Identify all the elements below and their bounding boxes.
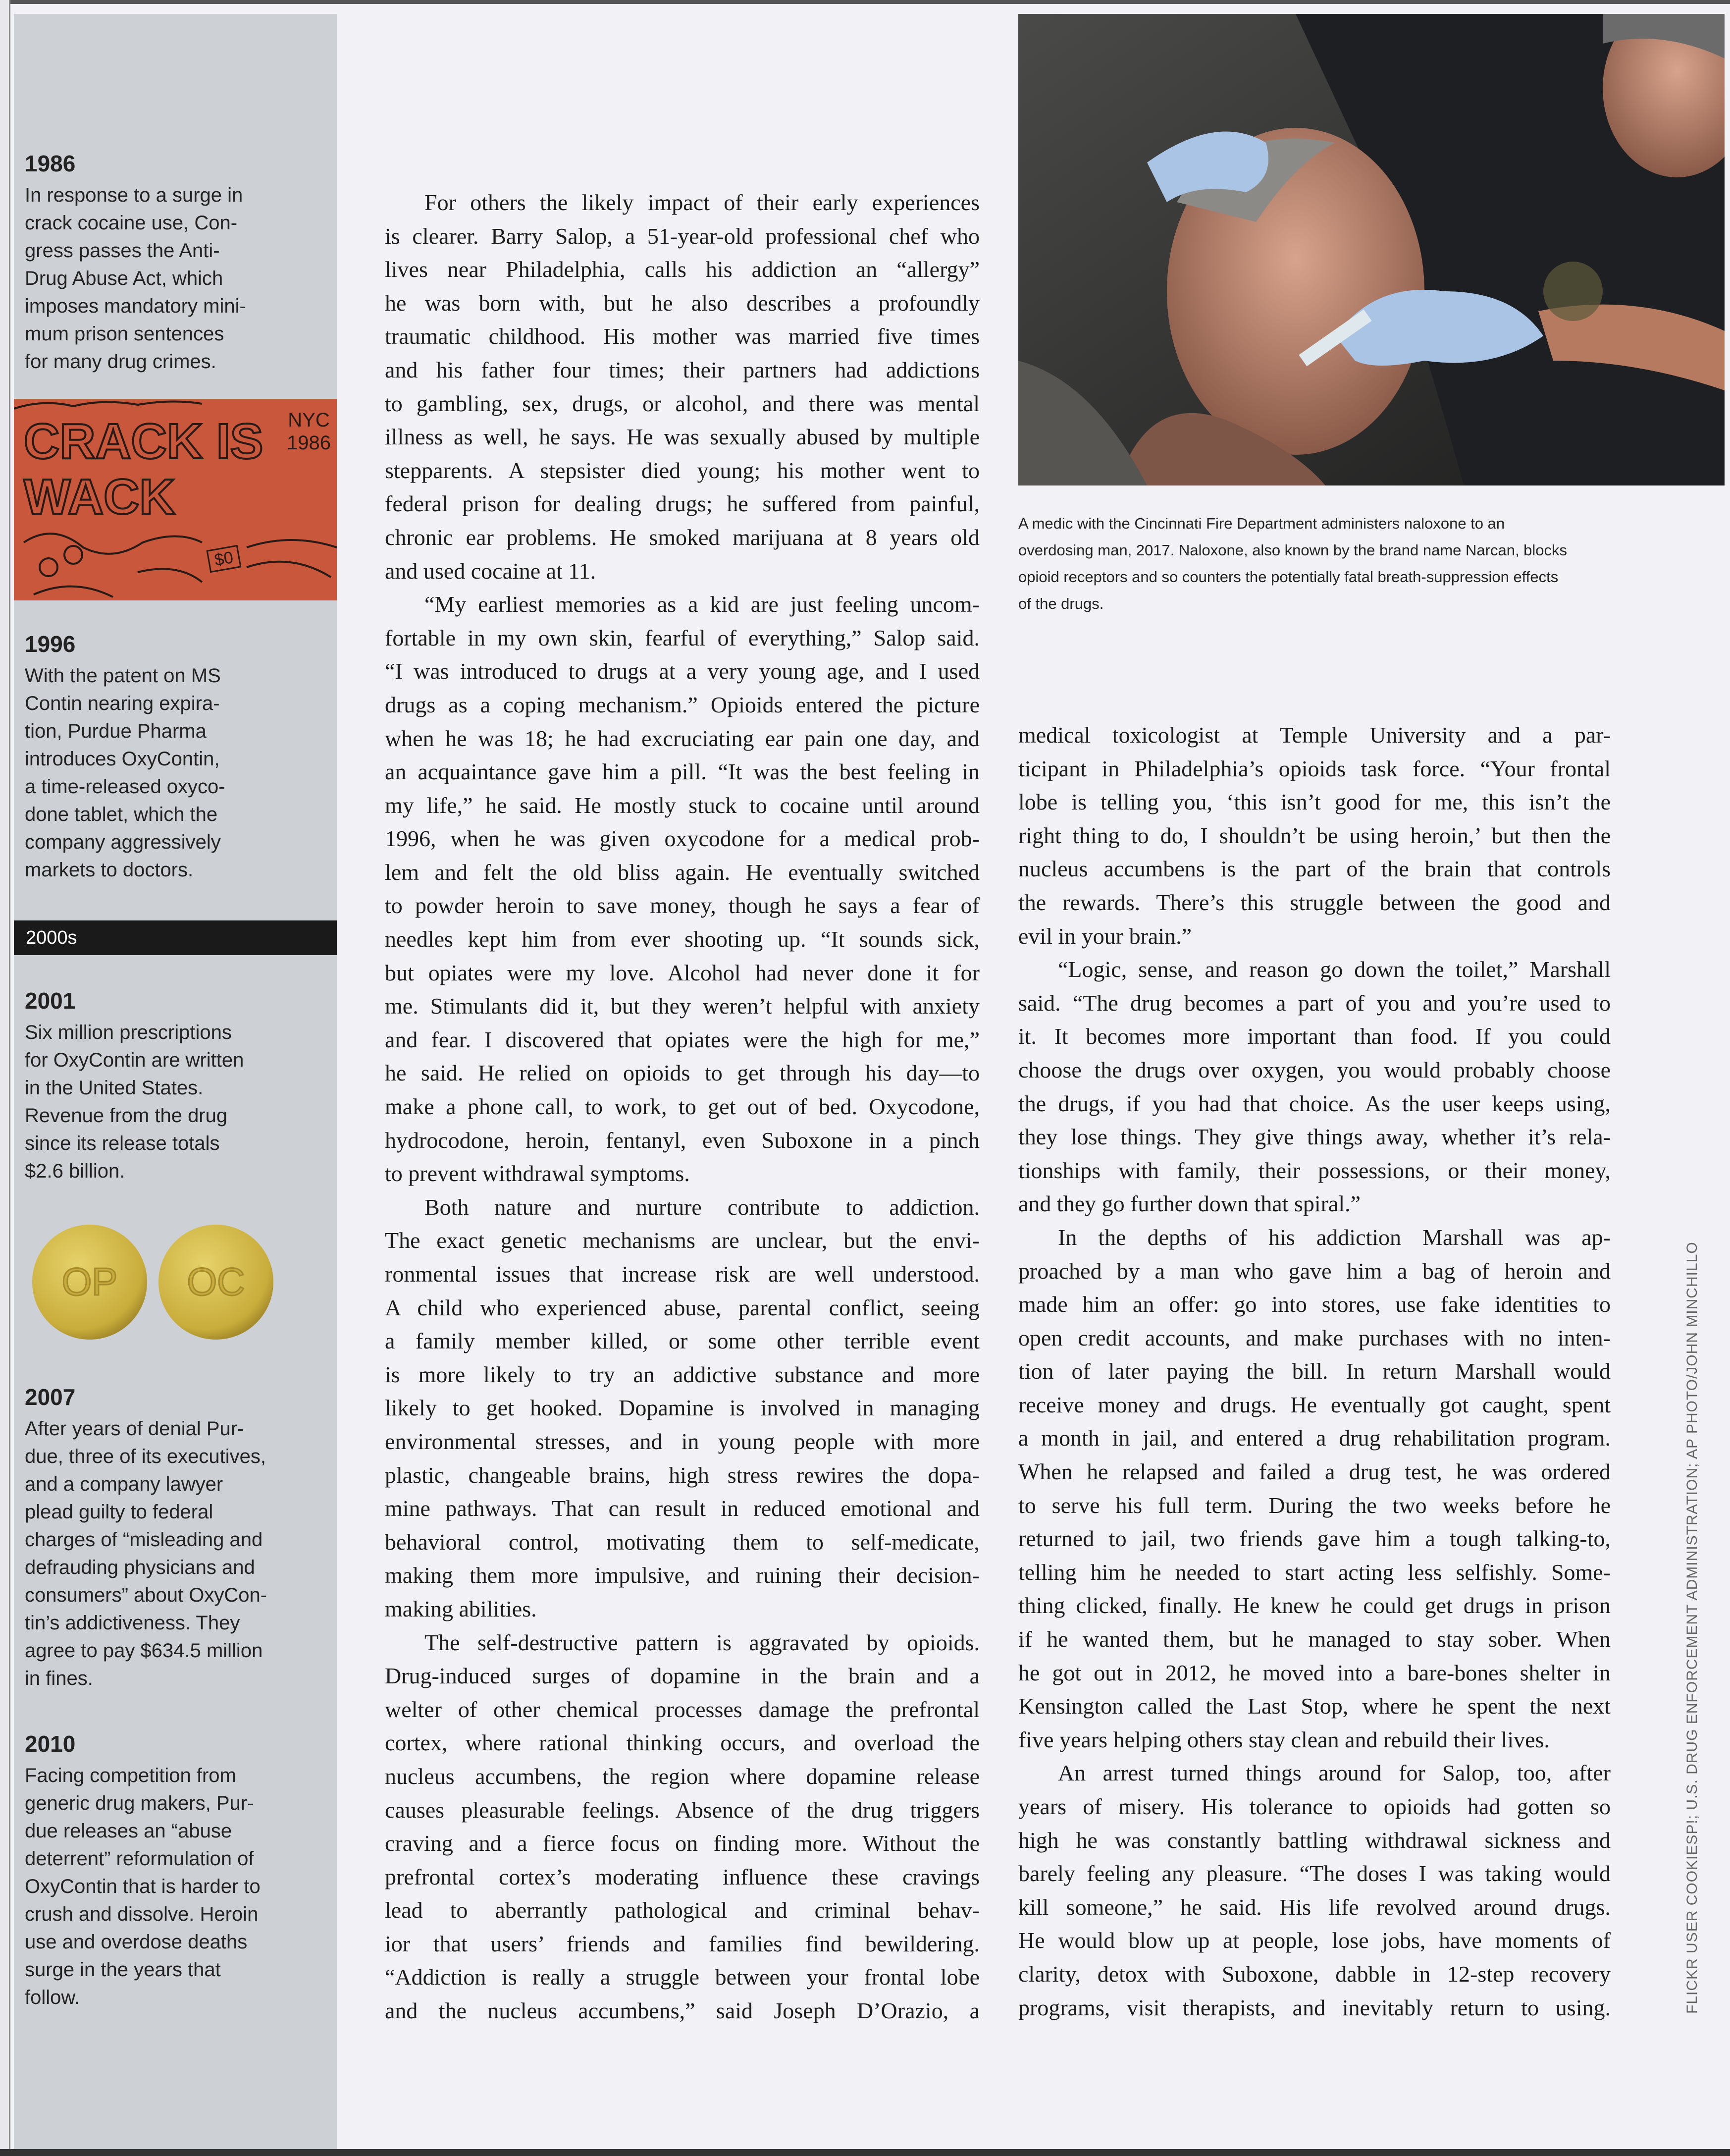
text-line: and they go further down that spiral.” bbox=[1018, 1191, 1361, 1217]
text-line: barely feeling any pleasure. “The doses I was taking would bbox=[1018, 1861, 1611, 1886]
text-line: nucleus accumbens is the part of the brain that controls bbox=[1018, 856, 1611, 882]
timeline-text-line: imposes mandatory mini- bbox=[25, 295, 246, 317]
text-line: to prevent withdrawal symptoms. bbox=[385, 1161, 690, 1186]
poster-corner-text: NYC 1986 bbox=[287, 409, 331, 454]
timeline-text-line: since its release totals bbox=[25, 1132, 220, 1154]
text-line: if he wanted them, but he managed to stay sober. When bbox=[1018, 1626, 1611, 1652]
timeline-text-line: With the patent on MS bbox=[25, 665, 221, 687]
timeline-text-line: OxyContin that is harder to bbox=[25, 1876, 261, 1897]
text-line: telling him he needed to start acting less selfishly. Some- bbox=[1018, 1559, 1611, 1585]
timeline-text-line: introduces OxyContin, bbox=[25, 748, 220, 770]
text-line: nucleus accumbens, the region where dopamine release bbox=[385, 1763, 980, 1789]
text-line: thing clicked, finally. He knew he could get drugs in prison bbox=[1018, 1593, 1611, 1618]
timeline-text-line: Six million prescriptions bbox=[25, 1022, 232, 1043]
text-line: behavioral control, motivating them to self-medicate, bbox=[385, 1529, 980, 1555]
text-line: they lose things. They give things away, whether it’s rela- bbox=[1018, 1124, 1611, 1150]
text-line: ior that users’ friends and families find bewildering. bbox=[385, 1931, 980, 1956]
timeline-text-line: for many drug crimes. bbox=[25, 351, 216, 373]
text-line: craving and a fierce focus on finding more. Without the bbox=[385, 1831, 980, 1856]
timeline-text-line: $2.6 billion. bbox=[25, 1160, 125, 1182]
text-line: lives near Philadelphia, calls his addiction an “allergy” bbox=[385, 257, 980, 282]
text-line: but opiates were my love. Alcohol had never done it for bbox=[385, 960, 980, 985]
text-line: environmental stresses, and in young people with more bbox=[385, 1428, 980, 1454]
caption-line: A medic with the Cincinnati Fire Department administers naloxone to an bbox=[1018, 515, 1505, 532]
text-line: make a phone call, to work, to get out of bed. Oxycodone, bbox=[385, 1094, 980, 1120]
text-line: is more likely to try an addictive substance and more bbox=[385, 1361, 980, 1387]
text-line: kill someone,” he said. His life revolved around drugs. bbox=[1018, 1894, 1611, 1920]
text-line: he was born with, but he also describes a profoundly bbox=[385, 290, 980, 316]
text-line: me. Stimulants did it, but they weren’t helpful with anxiety bbox=[385, 993, 980, 1019]
timeline-text-line: tin’s addictiveness. They bbox=[25, 1612, 240, 1634]
text-line: An arrest turned things around for Salop, too, after bbox=[1058, 1760, 1611, 1786]
timeline-text-line: agree to pay $634.5 million bbox=[25, 1640, 263, 1662]
text-line: the rewards. There’s this struggle between the good and bbox=[1018, 889, 1611, 915]
text-line: lobe is telling you, ‘this isn’t good for me, this isn’t the bbox=[1018, 789, 1611, 815]
timeline-text-line: Revenue from the drug bbox=[25, 1105, 228, 1127]
text-line: “My earliest memories as a kid are just feeling uncom- bbox=[424, 592, 980, 617]
text-line: lem and felt the old bliss again. He eventually switched bbox=[385, 859, 980, 885]
timeline-text-line: Facing competition from bbox=[25, 1765, 236, 1786]
text-line: In the depths of his addiction Marshall was ap- bbox=[1058, 1224, 1611, 1250]
timeline-year: 2007 bbox=[25, 1384, 76, 1410]
text-line: illness as well, he says. He was sexually abused by multiple bbox=[385, 424, 980, 450]
timeline-year: 1986 bbox=[25, 151, 76, 176]
oxycontin-pills-image bbox=[30, 1222, 278, 1343]
page-binding-edge bbox=[0, 0, 10, 2156]
text-line: traumatic childhood. His mother was married five times bbox=[385, 323, 980, 349]
timeline-entry-2010 bbox=[25, 1729, 322, 2011]
timeline-text-line: done tablet, which the bbox=[25, 804, 218, 825]
article-paragraph bbox=[385, 1626, 980, 2028]
article-paragraph bbox=[385, 1190, 980, 1626]
text-line: making abilities. bbox=[385, 1596, 537, 1621]
text-line: prefrontal cortex’s moderating influence these cravings bbox=[385, 1864, 980, 1889]
text-line: to serve his full term. During the two weeks before he bbox=[1018, 1492, 1611, 1518]
text-line: Both nature and nurture contribute to addiction. bbox=[424, 1194, 980, 1220]
text-line: is clearer. Barry Salop, a 51-year-old professional chef who bbox=[385, 223, 980, 249]
timeline-year: 2010 bbox=[25, 1731, 76, 1757]
text-line: choose the drugs over oxygen, you would probably choose bbox=[1018, 1057, 1611, 1082]
text-line: fortable in my own skin, fearful of everything,” Salop said. bbox=[385, 625, 980, 650]
text-line: it. It becomes more important than food. If you could bbox=[1018, 1024, 1611, 1049]
timeline-text-line: a time-released oxyco- bbox=[25, 776, 225, 798]
caption-line: opioid receptors and so counters the potentially fatal breath-suppression effects bbox=[1018, 568, 1559, 586]
article-column-left bbox=[385, 186, 980, 2028]
article-paragraph bbox=[1018, 718, 1611, 953]
text-line: welter of other chemical processes damage the prefrontal bbox=[385, 1696, 980, 1722]
timeline-text-line: Contin nearing expira- bbox=[25, 693, 220, 714]
article-paragraph bbox=[1018, 1756, 1611, 2024]
caption-line: overdosing man, 2017. Naloxone, also known by the brand name Narcan, blocks bbox=[1018, 541, 1568, 559]
text-line: For others the likely impact of their early experiences bbox=[424, 190, 980, 215]
text-line: he said. He relied on opioids to get through his day—to bbox=[385, 1060, 980, 1086]
text-line: The self-destructive pattern is aggravated by opioids. bbox=[424, 1629, 980, 1655]
text-line: and the nucleus accumbens,” said Joseph D’Orazio, a bbox=[385, 1998, 980, 2024]
text-line: ticipant in Philadelphia’s opioids task force. “Your frontal bbox=[1018, 755, 1611, 781]
text-line: receive money and drugs. He eventually got caught, spent bbox=[1018, 1392, 1611, 1417]
timeline-text-line: in the United States. bbox=[25, 1077, 204, 1099]
text-line: five years helping others stay clean and rebuild their lives. bbox=[1018, 1726, 1550, 1752]
text-line: and used cocaine at 11. bbox=[385, 558, 596, 584]
timeline-text-line: generic drug makers, Pur- bbox=[25, 1792, 254, 1814]
timeline-text-line: tion, Purdue Pharma bbox=[25, 720, 207, 742]
article-paragraph bbox=[1018, 1221, 1611, 1757]
text-line: high he was constantly battling withdrawal sickness and bbox=[1018, 1827, 1611, 1853]
text-line: chronic ear problems. He smoked marijuana at 8 years old bbox=[385, 524, 980, 550]
timeline-text-line: deterrent” reformulation of bbox=[25, 1848, 254, 1870]
text-line: and fear. I discovered that opiates were the high for me,” bbox=[385, 1026, 980, 1052]
timeline-text-line: Drug Abuse Act, which bbox=[25, 268, 223, 289]
timeline-text-line: due, three of its executives, bbox=[25, 1446, 266, 1467]
text-line: making them more impulsive, and ruining their decision- bbox=[385, 1563, 980, 1588]
text-line: 1996, when he was given oxycodone for a medical prob- bbox=[385, 826, 980, 852]
timeline-entry-1996 bbox=[25, 629, 322, 884]
text-line: hydrocodone, heroin, fentanyl, even Suboxone in a pinch bbox=[385, 1127, 980, 1153]
timeline-text-line: markets to doctors. bbox=[25, 859, 194, 881]
timeline-text-line: crack cocaine use, Con- bbox=[25, 212, 238, 234]
text-line: evil in your brain.” bbox=[1018, 923, 1192, 949]
text-line: causes pleasurable feelings. Absence of the drug triggers bbox=[385, 1797, 980, 1823]
photo-caption bbox=[1018, 510, 1657, 617]
text-line: he got out in 2012, he moved into a bare-bones shelter in bbox=[1018, 1660, 1611, 1685]
timeline-text-line: company aggressively bbox=[25, 831, 221, 853]
text-line: “Logic, sense, and reason go down the toilet,” Marshall bbox=[1058, 957, 1611, 982]
text-line: to gambling, sex, drugs, or alcohol, and there was mental bbox=[385, 390, 980, 416]
text-line: when he was 18; he had excruciating ear pain one day, and bbox=[385, 725, 980, 751]
text-line: a month in jail, and entered a drug rehabilitation program. bbox=[1018, 1425, 1611, 1451]
article-paragraph bbox=[385, 186, 980, 588]
text-line: federal prison for dealing drugs; he suffered from painful, bbox=[385, 491, 980, 517]
text-line: drugs as a coping mechanism.” Opioids entered the picture bbox=[385, 692, 980, 717]
timeline-text-line: charges of “misleading and bbox=[25, 1529, 263, 1551]
text-line: Kensington called the Last Stop, where he spent the next bbox=[1018, 1693, 1611, 1719]
pill-imprint: OC bbox=[187, 1260, 245, 1303]
timeline-text-line: defrauding physicians and bbox=[25, 1557, 255, 1578]
timeline-text-line: mum prison sentences bbox=[25, 323, 224, 345]
naloxone-medic-photo bbox=[1018, 14, 1725, 485]
text-line: and his father four times; their partners had addictions bbox=[385, 357, 980, 382]
text-line: A child who experienced abuse, parental conflict, seeing bbox=[385, 1294, 980, 1320]
poster-main-lettering: CRACK IS WACK bbox=[24, 414, 263, 525]
text-line: likely to get hooked. Dopamine is involved in managing bbox=[385, 1395, 980, 1421]
timeline-text-line: In response to a surge in bbox=[25, 184, 243, 206]
crack-is-wack-poster-image bbox=[14, 399, 337, 600]
decade-band-2000s: 2000s bbox=[14, 920, 337, 955]
text-line: the drugs, if you had that choice. As the user keeps using, bbox=[1018, 1090, 1611, 1116]
timeline-text-line: follow. bbox=[25, 1987, 80, 2008]
timeline-text-line: plead guilty to federal bbox=[25, 1501, 213, 1523]
page-top-edge bbox=[0, 0, 1730, 4]
text-line: said. “The drug becomes a part of you and you’re used to bbox=[1018, 990, 1611, 1016]
caption-line: of the drugs. bbox=[1018, 595, 1104, 612]
text-line: The exact genetic mechanisms are unclear, but the envi- bbox=[385, 1228, 980, 1253]
timeline-text-line: for OxyContin are written bbox=[25, 1049, 244, 1071]
timeline-text-line: consumers” about OxyCon- bbox=[25, 1584, 267, 1606]
text-line: Drug-induced surges of dopamine in the brain and a bbox=[385, 1663, 980, 1689]
timeline-text-line: After years of denial Pur- bbox=[25, 1418, 244, 1440]
text-line: lead to aberrantly pathological and criminal behav- bbox=[385, 1897, 980, 1923]
timeline-entry-2001 bbox=[25, 986, 322, 1185]
text-line: medical toxicologist at Temple University and a par- bbox=[1018, 722, 1611, 748]
timeline-text-line: due releases an “abuse bbox=[25, 1820, 232, 1842]
text-line: clarity, detox with Suboxone, dabble in 12-step recovery bbox=[1018, 1961, 1611, 1987]
text-line: tion of later paying the bill. In return Marshall would bbox=[1018, 1358, 1611, 1384]
timeline-text-line: gress passes the Anti- bbox=[25, 240, 220, 262]
text-line: made him an offer: go into stores, use fake identities to bbox=[1018, 1292, 1611, 1317]
text-line: needles kept him from ever shooting up. “It sounds sick, bbox=[385, 926, 980, 952]
timeline-year: 2001 bbox=[25, 988, 76, 1014]
text-line: stepparents. A stepsister died young; his mother went to bbox=[385, 457, 980, 483]
text-line: cortex, where rational thinking occurs, and overload the bbox=[385, 1730, 980, 1756]
timeline-entry-1986 bbox=[25, 149, 322, 376]
pill-imprint: OP bbox=[61, 1260, 118, 1303]
text-line: years of misery. His tolerance to opioids had gotten so bbox=[1018, 1794, 1611, 1819]
text-line: an acquaintance gave him a pill. “It was the best feeling in bbox=[385, 759, 980, 785]
text-line: tionships with family, their possessions, or their money, bbox=[1018, 1157, 1611, 1183]
text-line: proached by a man who gave him a bag of heroin and bbox=[1018, 1258, 1611, 1284]
text-line: mine pathways. That can result in reduced emotional and bbox=[385, 1496, 980, 1521]
timeline-entry-2007 bbox=[25, 1382, 322, 1692]
text-line: returned to jail, two friends gave him a tough talking-to, bbox=[1018, 1526, 1611, 1552]
timeline-text-line: in fines. bbox=[25, 1668, 93, 1689]
text-line: “I was introduced to drugs at a very young age, and I used bbox=[385, 658, 980, 684]
article-column-right bbox=[1018, 718, 1611, 2024]
text-line: to powder heroin to save money, though he says a fear of bbox=[385, 893, 980, 918]
article-paragraph bbox=[385, 588, 980, 1190]
text-line: He would blow up at people, lose jobs, have moments of bbox=[1018, 1928, 1611, 1953]
timeline-text-line: and a company lawyer bbox=[25, 1473, 223, 1495]
timeline-text-line: crush and dissolve. Heroin bbox=[25, 1903, 259, 1925]
poster-bill-text: $0 bbox=[206, 545, 241, 573]
text-line: my life,” he said. He mostly stuck to cocaine until around bbox=[385, 792, 980, 818]
text-line: “Addiction is really a struggle between your frontal lobe bbox=[385, 1964, 980, 1990]
timeline-text-line: surge in the years that bbox=[25, 1959, 221, 1981]
text-line: ronmental issues that increase risk are well understood. bbox=[385, 1261, 980, 1287]
text-line: When he relapsed and failed a drug test, he was ordered bbox=[1018, 1459, 1611, 1485]
text-line: right thing to do, I shouldn’t be using heroin,’ but then the bbox=[1018, 822, 1611, 848]
photo-credit: FLICKR USER COOKIESP!; U.S. DRUG ENFORCEMENT ADMINISTRATION; AP PHOTO/JOHN MINCHILLO bbox=[1684, 1241, 1700, 2014]
page-bottom-edge bbox=[0, 2149, 1730, 2156]
text-line: open credit accounts, and make purchases with no inten- bbox=[1018, 1325, 1611, 1350]
timeline-year: 1996 bbox=[25, 631, 76, 657]
text-line: programs, visit therapists, and inevitably return to using. bbox=[1018, 1994, 1611, 2020]
article-paragraph bbox=[1018, 953, 1611, 1221]
text-line: a family member killed, or some other terrible event bbox=[385, 1328, 980, 1354]
text-line: plastic, changeable brains, high stress rewires the dopa- bbox=[385, 1462, 980, 1488]
timeline-text-line: use and overdose deaths bbox=[25, 1931, 248, 1953]
